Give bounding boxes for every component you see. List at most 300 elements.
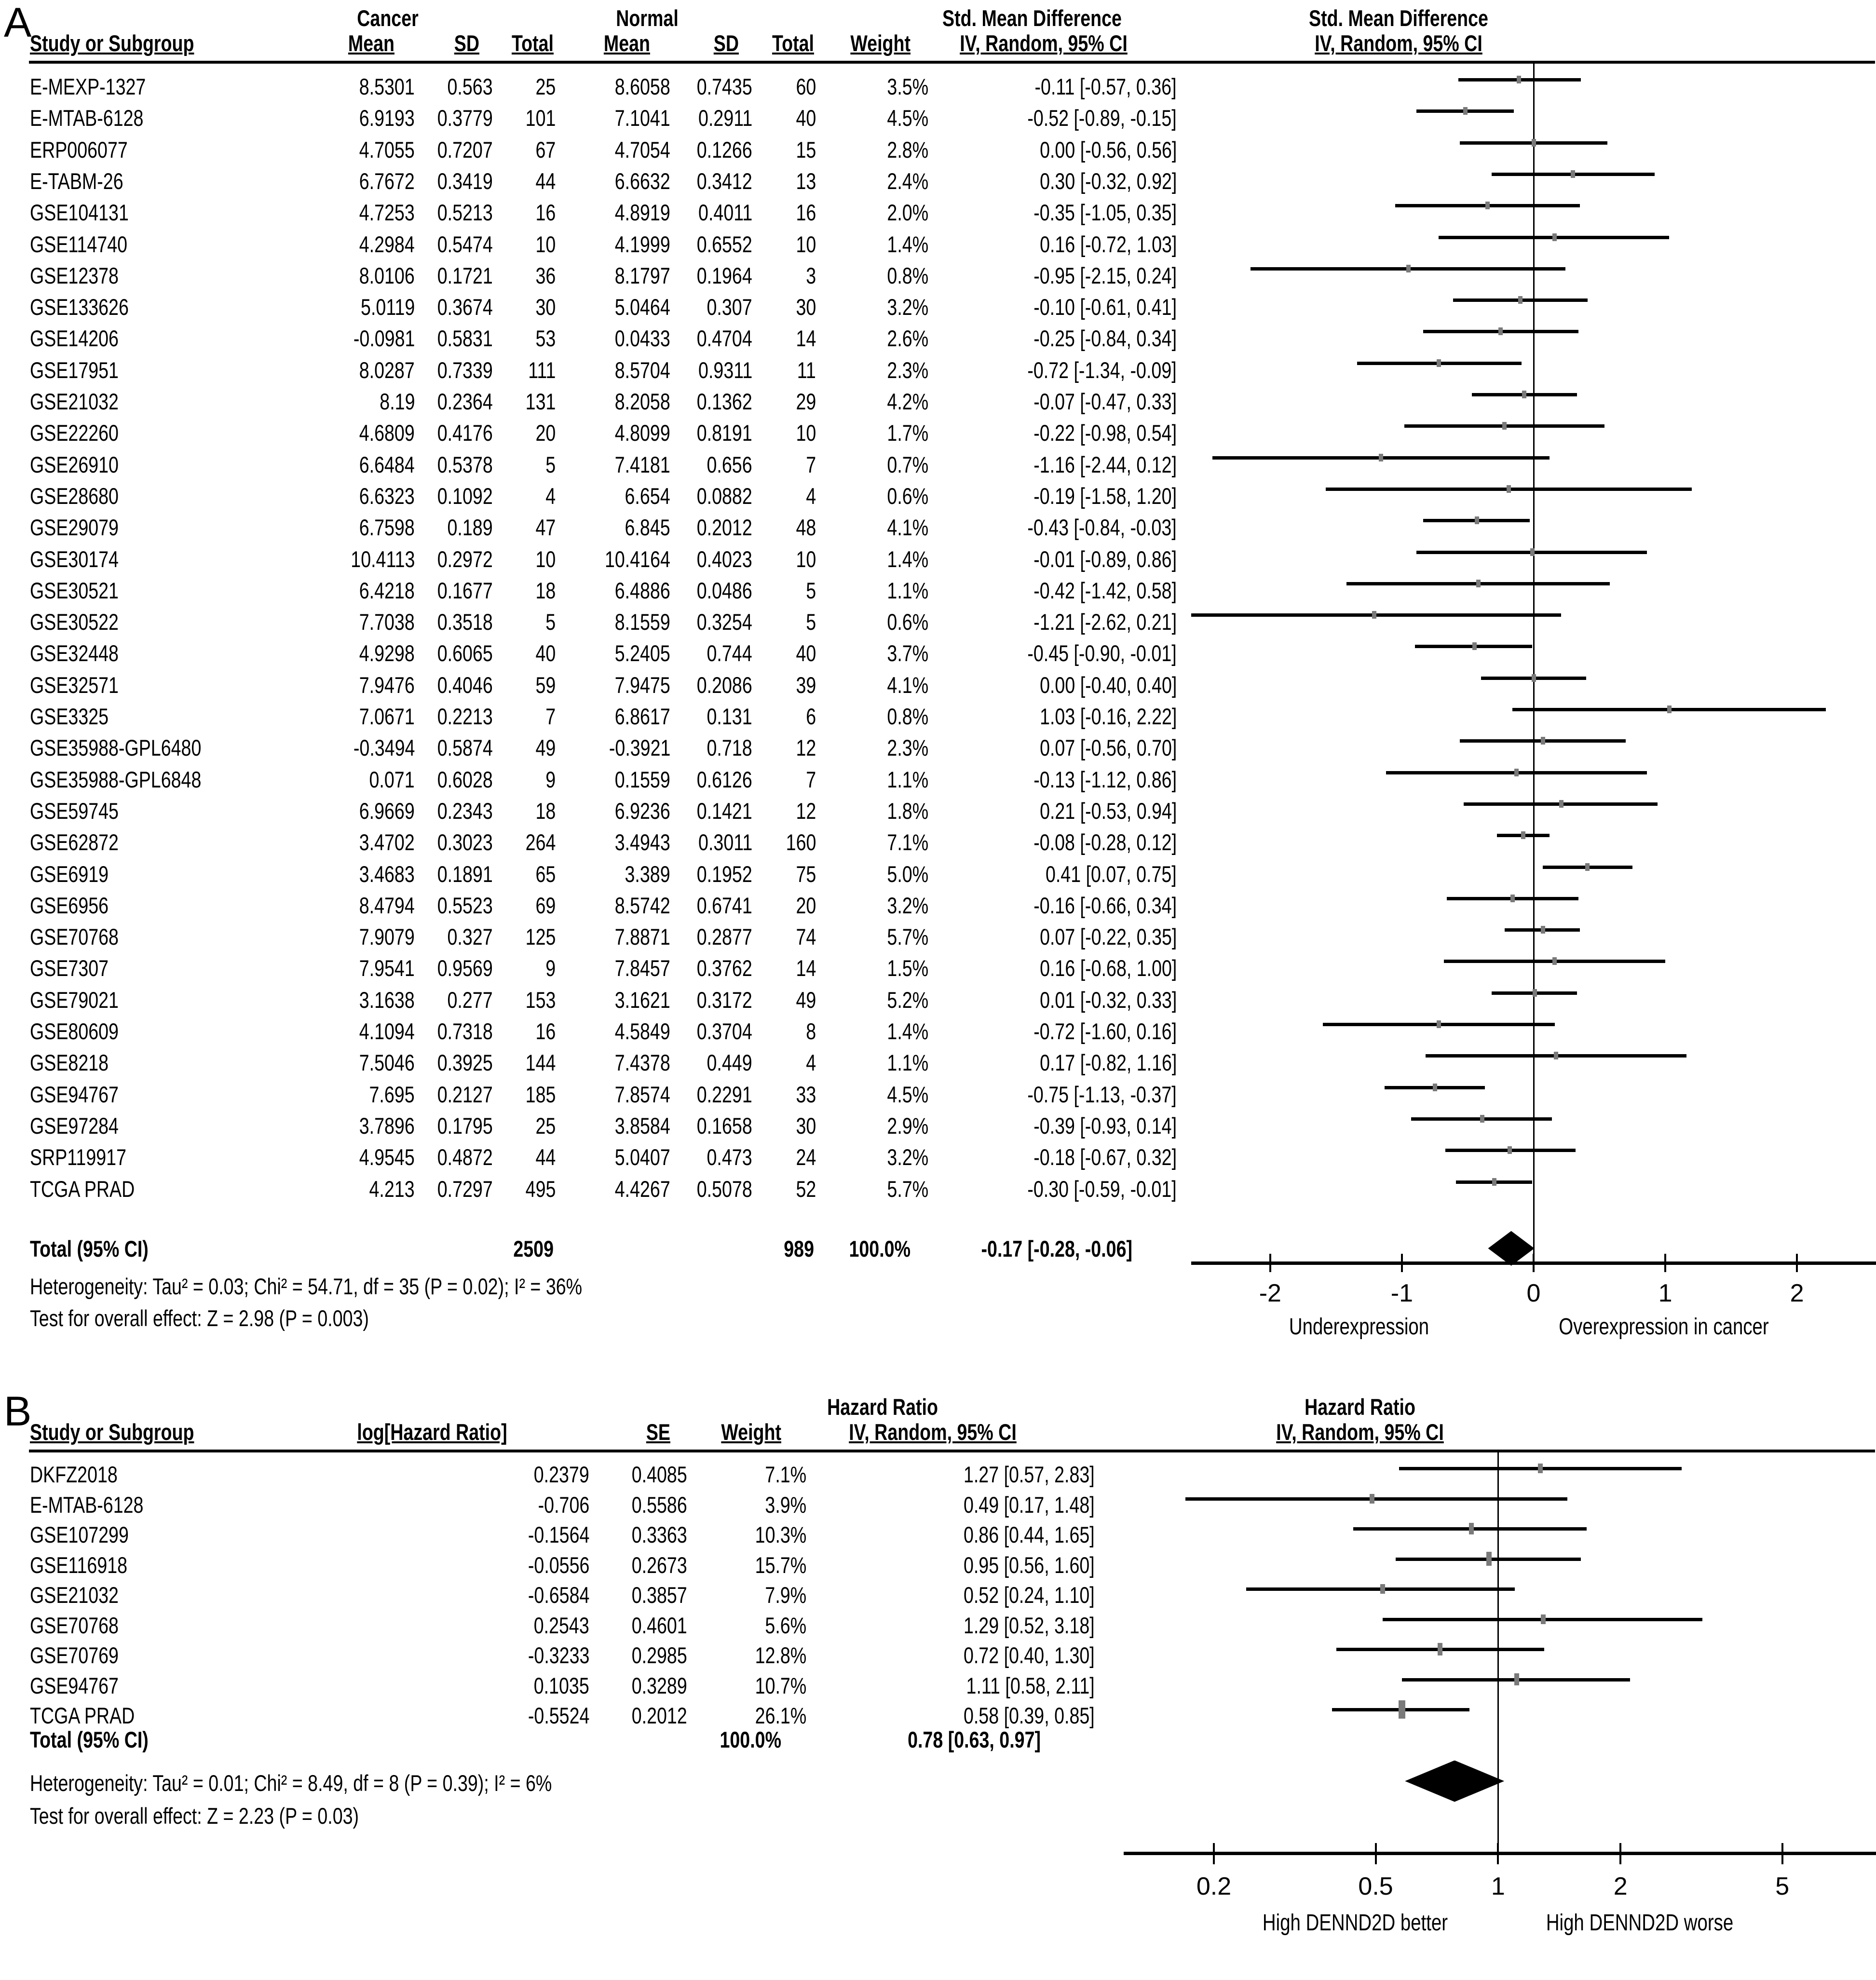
cell-normal-mean: 8.1797 bbox=[614, 262, 670, 288]
cell-cancer-sd: 0.9569 bbox=[437, 955, 493, 981]
table-row-study: GSE59745 bbox=[30, 798, 119, 824]
cell-ci: 0.41 [0.07, 0.75] bbox=[1046, 861, 1177, 887]
cell-normal-sd: 0.1421 bbox=[696, 798, 752, 824]
cell-ci: 0.17 [-0.82, 1.16] bbox=[1039, 1050, 1177, 1076]
cell-weight: 26.1% bbox=[755, 1703, 806, 1728]
cell-weight: 2.0% bbox=[887, 200, 928, 226]
panel-a-col-cancer-sd: SD bbox=[454, 30, 479, 56]
cell-cancer-mean: 8.4794 bbox=[359, 892, 415, 918]
cell-normal-mean: 4.5849 bbox=[614, 1018, 670, 1044]
cell-normal-mean: 6.8617 bbox=[614, 704, 670, 729]
axis-tick bbox=[1796, 1254, 1798, 1272]
effect-marker bbox=[1485, 202, 1490, 209]
cell-cancer-sd: 0.6028 bbox=[437, 766, 493, 792]
cell-weight: 3.2% bbox=[887, 1144, 928, 1170]
cell-normal-sd: 0.3412 bbox=[696, 168, 752, 194]
cell-weight: 5.7% bbox=[887, 924, 928, 950]
cell-cancer-mean: 8.0106 bbox=[359, 262, 415, 288]
cell-ci: 0.00 [-0.40, 0.40] bbox=[1039, 672, 1177, 698]
cell-weight: 4.5% bbox=[887, 105, 928, 131]
effect-marker bbox=[1492, 1178, 1496, 1186]
cell-cancer-total: 144 bbox=[525, 1050, 556, 1076]
axis-tick-label: 2 bbox=[1613, 1872, 1628, 1900]
cell-cancer-mean: 4.7055 bbox=[359, 136, 415, 163]
cell-weight: 1.4% bbox=[887, 546, 928, 572]
cell-normal-total: 14 bbox=[796, 955, 816, 981]
table-row-study: GSE70769 bbox=[30, 1642, 119, 1668]
panel-a-col-ci: IV, Random, 95% CI bbox=[960, 30, 1128, 56]
cell-se: 0.3289 bbox=[631, 1672, 687, 1698]
cell-ci: -0.75 [-1.13, -0.37] bbox=[1027, 1081, 1177, 1107]
cell-weight: 3.2% bbox=[887, 892, 928, 918]
cell-weight: 0.6% bbox=[887, 483, 928, 509]
cell-normal-total: 52 bbox=[796, 1176, 816, 1202]
cell-normal-total: 33 bbox=[796, 1081, 816, 1107]
cell-cancer-total: 18 bbox=[535, 577, 556, 603]
table-row-study: GSE80609 bbox=[30, 1018, 119, 1044]
axis-tick-label: 1 bbox=[1658, 1279, 1672, 1307]
table-row-study: GSE28680 bbox=[30, 483, 119, 509]
cell-normal-total: 4 bbox=[806, 1050, 816, 1076]
cell-weight: 7.1% bbox=[765, 1462, 806, 1487]
effect-marker bbox=[1541, 737, 1545, 745]
cell-ci: -0.10 [-0.61, 0.41] bbox=[1033, 294, 1177, 320]
cell-cancer-total: 153 bbox=[525, 987, 556, 1013]
effect-marker bbox=[1514, 769, 1519, 776]
table-row-study: GSE17951 bbox=[30, 357, 119, 383]
cell-normal-total: 40 bbox=[796, 105, 816, 131]
cell-normal-mean: 4.1999 bbox=[614, 231, 670, 257]
panel-a-group-header-normal: Normal bbox=[616, 5, 679, 31]
table-row-study: GSE94767 bbox=[30, 1672, 119, 1698]
panel-a-total-normal-n: 989 bbox=[784, 1236, 814, 1261]
cell-weight: 3.5% bbox=[887, 74, 928, 99]
cell-ci: -0.72 [-1.34, -0.09] bbox=[1027, 357, 1177, 383]
cell-normal-mean: 7.8574 bbox=[614, 1081, 670, 1107]
panel-b-total-label: Total (95% CI) bbox=[30, 1727, 149, 1752]
cell-normal-total: 10 bbox=[796, 231, 816, 257]
cell-normal-sd: 0.307 bbox=[707, 294, 752, 320]
panel-b-plot-col-ci: IV, Random, 95% CI bbox=[1276, 1419, 1444, 1445]
panel-a-col-study: Study or Subgroup bbox=[30, 30, 194, 56]
cell-cancer-mean: 6.6323 bbox=[359, 483, 415, 509]
effect-marker bbox=[1469, 1523, 1474, 1534]
cell-ci: -0.39 [-0.93, 0.14] bbox=[1033, 1112, 1177, 1139]
cell-cancer-sd: 0.1891 bbox=[437, 861, 493, 887]
cell-normal-sd: 0.1266 bbox=[696, 136, 752, 163]
table-row-study: E-TABM-26 bbox=[30, 168, 123, 194]
cell-normal-total: 39 bbox=[796, 672, 816, 698]
cell-normal-mean: 4.4267 bbox=[614, 1176, 670, 1202]
cell-weight: 0.7% bbox=[887, 451, 928, 477]
table-row-study: TCGA PRAD bbox=[30, 1176, 135, 1202]
cell-ci: -0.18 [-0.67, 0.32] bbox=[1033, 1144, 1177, 1170]
cell-ci: -1.16 [-2.44, 0.12] bbox=[1033, 451, 1177, 477]
cell-normal-mean: 3.8584 bbox=[614, 1112, 670, 1139]
axis-tick-label: -1 bbox=[1390, 1279, 1414, 1307]
cell-normal-sd: 0.1658 bbox=[696, 1112, 752, 1139]
cell-cancer-sd: 0.2343 bbox=[437, 798, 493, 824]
table-row-study: GSE32448 bbox=[30, 640, 119, 666]
panel-a-col-weight: Weight bbox=[850, 30, 911, 56]
panel-b-pooled-diamond bbox=[1405, 1761, 1504, 1802]
cell-normal-sd: 0.2911 bbox=[698, 105, 752, 131]
cell-cancer-sd: 0.6065 bbox=[437, 640, 493, 666]
table-row-study: ERP006077 bbox=[30, 136, 128, 163]
cell-ci: -0.01 [-0.89, 0.86] bbox=[1033, 546, 1177, 572]
axis-tick bbox=[1533, 1254, 1535, 1272]
panel-a-right-annotation: Overexpression in cancer bbox=[1559, 1314, 1769, 1340]
cell-normal-mean: 7.4181 bbox=[614, 451, 670, 477]
cell-normal-total: 30 bbox=[796, 294, 816, 320]
cell-normal-mean: 4.8099 bbox=[614, 420, 670, 446]
table-row-study: GSE3325 bbox=[30, 704, 109, 729]
cell-cancer-mean: 7.695 bbox=[369, 1081, 415, 1107]
cell-ci: 0.07 [-0.22, 0.35] bbox=[1039, 924, 1177, 950]
cell-normal-mean: 7.8457 bbox=[614, 955, 670, 981]
axis-tick bbox=[1269, 1254, 1271, 1272]
cell-normal-total: 3 bbox=[806, 262, 816, 288]
panel-b-letter: B bbox=[4, 1388, 32, 1435]
cell-weight: 12.8% bbox=[755, 1642, 806, 1668]
cell-ci: 1.11 [0.58, 2.11] bbox=[966, 1672, 1095, 1698]
cell-weight: 2.3% bbox=[887, 735, 928, 761]
panel-b-total-weight: 100.0% bbox=[720, 1727, 781, 1752]
cell-normal-mean: 3.1621 bbox=[614, 987, 670, 1013]
cell-cancer-sd: 0.3419 bbox=[437, 168, 493, 194]
effect-marker bbox=[1514, 1673, 1519, 1685]
cell-normal-total: 12 bbox=[796, 798, 816, 824]
cell-cancer-mean: 0.071 bbox=[369, 766, 415, 792]
cell-normal-sd: 0.8191 bbox=[696, 420, 752, 446]
cell-normal-sd: 0.2012 bbox=[696, 515, 752, 541]
cell-weight: 3.9% bbox=[765, 1492, 806, 1518]
cell-cancer-total: 36 bbox=[535, 262, 556, 288]
effect-marker bbox=[1463, 107, 1468, 115]
cell-ci: -0.95 [-2.15, 0.24] bbox=[1033, 262, 1177, 288]
cell-cancer-sd: 0.2972 bbox=[437, 546, 493, 572]
axis-tick bbox=[1375, 1843, 1377, 1864]
effect-marker bbox=[1472, 642, 1477, 650]
cell-cancer-mean: 6.7672 bbox=[359, 168, 415, 194]
table-row-study: GSE35988-GPL6480 bbox=[30, 735, 202, 761]
cell-ci: 1.27 [0.57, 2.83] bbox=[964, 1462, 1095, 1487]
cell-loghr: -0.5524 bbox=[528, 1703, 589, 1728]
cell-cancer-mean: 6.4218 bbox=[359, 577, 415, 603]
cell-ci: -0.07 [-0.47, 0.33] bbox=[1033, 389, 1177, 414]
cell-cancer-sd: 0.189 bbox=[447, 515, 493, 541]
cell-normal-sd: 0.6126 bbox=[696, 766, 752, 792]
cell-normal-mean: 6.654 bbox=[625, 483, 670, 509]
cell-se: 0.4601 bbox=[631, 1612, 687, 1638]
effect-marker bbox=[1559, 800, 1563, 808]
panel-b-group-header-hr: Hazard Ratio bbox=[827, 1394, 938, 1420]
panel-a-null-line bbox=[1533, 63, 1535, 1254]
cell-normal-total: 15 bbox=[796, 136, 816, 163]
cell-loghr: -0.3233 bbox=[528, 1642, 589, 1668]
effect-marker bbox=[1521, 831, 1525, 839]
cell-cancer-mean: 6.9669 bbox=[359, 798, 415, 824]
cell-cancer-total: 69 bbox=[535, 892, 556, 918]
panel-a-total-label: Total (95% CI) bbox=[30, 1236, 149, 1261]
cell-cancer-mean: 3.4702 bbox=[359, 829, 415, 855]
cell-weight: 4.5% bbox=[887, 1081, 928, 1107]
cell-normal-sd: 0.3704 bbox=[696, 1018, 752, 1044]
axis-tick bbox=[1619, 1843, 1621, 1864]
cell-ci: -0.11 [-0.57, 0.36] bbox=[1034, 74, 1177, 99]
cell-normal-mean: 8.1559 bbox=[614, 609, 670, 635]
cell-ci: 0.00 [-0.56, 0.56] bbox=[1039, 136, 1177, 163]
panel-b-overall-effect: Test for overall effect: Z = 2.23 (P = 0.03) bbox=[30, 1803, 359, 1829]
cell-weight: 2.3% bbox=[887, 357, 928, 383]
cell-cancer-mean: 8.5301 bbox=[359, 74, 415, 99]
cell-normal-sd: 0.6552 bbox=[696, 231, 752, 257]
effect-marker bbox=[1507, 485, 1511, 493]
table-row-study: GSE116918 bbox=[30, 1552, 128, 1578]
cell-cancer-sd: 0.1092 bbox=[437, 483, 493, 509]
cell-normal-total: 13 bbox=[796, 168, 816, 194]
panel-b bbox=[0, 1389, 1876, 1980]
table-row-study: GSE107299 bbox=[30, 1522, 129, 1547]
table-row-study: GSE6919 bbox=[30, 861, 109, 887]
cell-cancer-sd: 0.7318 bbox=[437, 1018, 493, 1044]
cell-cancer-mean: 7.5046 bbox=[359, 1050, 415, 1076]
cell-cancer-mean: 4.2984 bbox=[359, 231, 415, 257]
cell-weight: 0.8% bbox=[887, 262, 928, 288]
cell-cancer-mean: 4.9545 bbox=[359, 1144, 415, 1170]
cell-weight: 5.0% bbox=[887, 861, 928, 887]
panel-a-col-normal-mean: Mean bbox=[603, 30, 650, 56]
cell-weight: 1.1% bbox=[887, 577, 928, 603]
panel-b-col-loghr: log[Hazard Ratio] bbox=[357, 1419, 507, 1445]
cell-normal-mean: 5.0407 bbox=[614, 1144, 670, 1170]
cell-cancer-sd: 0.2213 bbox=[437, 704, 493, 729]
cell-cancer-total: 65 bbox=[535, 861, 556, 887]
cell-cancer-sd: 0.5213 bbox=[437, 200, 493, 226]
cell-normal-sd: 0.7435 bbox=[696, 74, 752, 99]
cell-weight: 1.1% bbox=[887, 1050, 928, 1076]
cell-cancer-mean: 10.4113 bbox=[350, 546, 415, 572]
panel-a-letter: A bbox=[4, 0, 32, 46]
cell-normal-sd: 0.0486 bbox=[696, 577, 752, 603]
cell-loghr: -0.6584 bbox=[528, 1582, 589, 1608]
cell-normal-mean: 3.389 bbox=[625, 861, 670, 887]
cell-normal-total: 40 bbox=[796, 640, 816, 666]
cell-ci: 0.49 [0.17, 1.48] bbox=[964, 1492, 1095, 1518]
cell-weight: 2.4% bbox=[887, 168, 928, 194]
panel-b-null-line bbox=[1497, 1451, 1499, 1852]
cell-weight: 0.6% bbox=[887, 609, 928, 635]
cell-normal-sd: 0.9311 bbox=[698, 357, 752, 383]
table-row-study: TCGA PRAD bbox=[30, 1703, 135, 1728]
table-row-study: GSE79021 bbox=[30, 987, 119, 1013]
cell-ci: 0.30 [-0.32, 0.92] bbox=[1039, 168, 1177, 194]
cell-cancer-mean: 3.7896 bbox=[359, 1112, 415, 1139]
table-row-study: DKFZ2018 bbox=[30, 1462, 118, 1487]
cell-cancer-sd: 0.5378 bbox=[437, 451, 493, 477]
cell-cancer-sd: 0.277 bbox=[447, 987, 493, 1013]
cell-weight: 1.4% bbox=[887, 1018, 928, 1044]
cell-cancer-mean: 4.7253 bbox=[359, 200, 415, 226]
cell-cancer-mean: 4.213 bbox=[369, 1176, 415, 1202]
cell-cancer-sd: 0.7297 bbox=[437, 1176, 493, 1202]
cell-cancer-total: 18 bbox=[535, 798, 556, 824]
cell-weight: 1.1% bbox=[887, 766, 928, 792]
cell-normal-mean: 7.4378 bbox=[614, 1050, 670, 1076]
cell-normal-mean: 6.9236 bbox=[614, 798, 670, 824]
table-row-study: GSE62872 bbox=[30, 829, 119, 855]
panel-b-col-study: Study or Subgroup bbox=[30, 1419, 194, 1445]
effect-marker bbox=[1532, 674, 1536, 682]
cell-weight: 2.9% bbox=[887, 1112, 928, 1139]
cell-se: 0.2673 bbox=[631, 1552, 687, 1578]
cell-loghr: -0.706 bbox=[538, 1492, 589, 1518]
cell-cancer-total: 9 bbox=[545, 955, 556, 981]
cell-cancer-total: 25 bbox=[535, 74, 556, 99]
cell-weight: 3.2% bbox=[887, 294, 928, 320]
panel-a-total-cancer-n: 2509 bbox=[513, 1236, 554, 1261]
cell-cancer-mean: 3.1638 bbox=[359, 987, 415, 1013]
cell-normal-total: 7 bbox=[806, 451, 816, 477]
cell-se: 0.5586 bbox=[631, 1492, 687, 1518]
cell-ci: -0.30 [-0.59, -0.01] bbox=[1027, 1176, 1177, 1202]
cell-loghr: 0.2543 bbox=[533, 1612, 589, 1638]
cell-weight: 5.6% bbox=[765, 1612, 806, 1638]
effect-marker bbox=[1498, 327, 1503, 335]
cell-ci: -0.45 [-0.90, -0.01] bbox=[1027, 640, 1177, 666]
cell-cancer-mean: 7.9541 bbox=[359, 955, 415, 981]
cell-normal-mean: 4.7054 bbox=[614, 136, 670, 163]
effect-marker bbox=[1380, 1584, 1385, 1594]
effect-marker bbox=[1370, 1494, 1374, 1504]
panel-a-plot-header-smd: Std. Mean Difference bbox=[1309, 5, 1488, 31]
cell-cancer-sd: 0.5523 bbox=[437, 892, 493, 918]
panel-a-pooled-diamond bbox=[1488, 1231, 1535, 1266]
cell-normal-total: 20 bbox=[796, 892, 816, 918]
cell-ci: 0.52 [0.24, 1.10] bbox=[964, 1582, 1095, 1608]
cell-normal-sd: 0.3011 bbox=[698, 829, 752, 855]
effect-marker bbox=[1433, 1084, 1437, 1091]
cell-cancer-mean: -0.0981 bbox=[353, 325, 415, 352]
panel-a-overall-effect: Test for overall effect: Z = 2.98 (P = 0.003) bbox=[30, 1305, 369, 1331]
cell-ci: -0.16 [-0.66, 0.34] bbox=[1033, 892, 1177, 918]
axis-tick bbox=[1781, 1843, 1783, 1864]
cell-ci: -0.22 [-0.98, 0.54] bbox=[1033, 420, 1177, 446]
cell-normal-sd: 0.1964 bbox=[696, 262, 752, 288]
effect-marker bbox=[1667, 705, 1672, 713]
cell-ci: -0.08 [-0.28, 0.12] bbox=[1033, 829, 1177, 855]
panel-a-col-normal-total: Total bbox=[772, 30, 814, 56]
table-row-study: E-MTAB-6128 bbox=[30, 1492, 144, 1518]
cell-normal-sd: 0.449 bbox=[707, 1050, 752, 1076]
panel-a-group-header-cancer: Cancer bbox=[357, 5, 419, 31]
panel-a-heterogeneity: Heterogeneity: Tau² = 0.03; Chi² = 54.71, df = 35 (P = 0.02); I² = 36% bbox=[30, 1274, 583, 1299]
cell-normal-sd: 0.4011 bbox=[698, 200, 752, 226]
effect-marker bbox=[1585, 863, 1590, 871]
table-row-study: GSE35988-GPL6848 bbox=[30, 766, 202, 792]
cell-normal-mean: 6.6632 bbox=[614, 168, 670, 194]
cell-normal-mean: 0.1559 bbox=[614, 766, 670, 792]
cell-normal-total: 4 bbox=[806, 483, 816, 509]
cell-cancer-sd: 0.1721 bbox=[437, 262, 493, 288]
cell-cancer-sd: 0.327 bbox=[447, 924, 493, 950]
cell-ci: -0.13 [-1.12, 0.86] bbox=[1033, 766, 1177, 792]
cell-cancer-total: 47 bbox=[535, 515, 556, 541]
cell-ci: -0.25 [-0.84, 0.34] bbox=[1033, 325, 1177, 352]
cell-cancer-sd: 0.1795 bbox=[437, 1112, 493, 1139]
effect-marker bbox=[1437, 359, 1441, 367]
effect-marker bbox=[1502, 422, 1507, 430]
axis-tick-label: 1 bbox=[1491, 1872, 1505, 1900]
panel-a-col-cancer-mean: Mean bbox=[348, 30, 394, 56]
panel-b-right-annotation: High DENND2D worse bbox=[1546, 1910, 1734, 1936]
table-row-study: GSE14206 bbox=[30, 325, 119, 352]
cell-cancer-total: 495 bbox=[525, 1176, 556, 1202]
cell-cancer-sd: 0.3674 bbox=[437, 294, 493, 320]
cell-cancer-sd: 0.7339 bbox=[437, 357, 493, 383]
effect-marker bbox=[1475, 516, 1479, 524]
table-row-study: GSE21032 bbox=[30, 1582, 119, 1608]
cell-cancer-sd: 0.3779 bbox=[437, 105, 493, 131]
cell-cancer-sd: 0.2364 bbox=[437, 389, 493, 414]
cell-weight: 1.4% bbox=[887, 231, 928, 257]
effect-marker bbox=[1379, 454, 1383, 461]
cell-cancer-mean: 4.1094 bbox=[359, 1018, 415, 1044]
effect-marker bbox=[1517, 76, 1521, 83]
cell-weight: 2.6% bbox=[887, 325, 928, 352]
panel-b-axis-line bbox=[1124, 1852, 1876, 1855]
cell-normal-mean: 6.4886 bbox=[614, 577, 670, 603]
table-row-study: GSE133626 bbox=[30, 294, 129, 320]
cell-weight: 10.7% bbox=[755, 1672, 806, 1698]
axis-tick-label: 0 bbox=[1526, 1279, 1541, 1307]
axis-tick-label: 0.5 bbox=[1358, 1872, 1393, 1900]
table-row-study: GSE114740 bbox=[30, 231, 128, 257]
axis-tick-label: -2 bbox=[1259, 1279, 1281, 1307]
panel-b-col-ci: IV, Random, 95% CI bbox=[849, 1419, 1017, 1445]
cell-cancer-mean: 7.7038 bbox=[359, 609, 415, 635]
cell-cancer-total: 30 bbox=[535, 294, 556, 320]
axis-tick bbox=[1664, 1254, 1666, 1272]
cell-normal-sd: 0.3762 bbox=[696, 955, 752, 981]
cell-normal-sd: 0.3172 bbox=[696, 987, 752, 1013]
cell-normal-sd: 0.1362 bbox=[696, 389, 752, 414]
panel-a-group-header-smd: Std. Mean Difference bbox=[942, 5, 1122, 31]
cell-cancer-total: 16 bbox=[535, 200, 556, 226]
panel-a-total-weight: 100.0% bbox=[849, 1236, 911, 1261]
cell-normal-sd: 0.4023 bbox=[696, 546, 752, 572]
effect-marker bbox=[1532, 139, 1536, 147]
cell-cancer-total: 49 bbox=[535, 735, 556, 761]
cell-cancer-total: 264 bbox=[525, 829, 556, 855]
table-row-study: GSE12378 bbox=[30, 262, 119, 288]
cell-normal-mean: 7.8871 bbox=[614, 924, 670, 950]
table-row-study: GSE97284 bbox=[30, 1112, 119, 1139]
cell-ci: 0.16 [-0.68, 1.00] bbox=[1039, 955, 1177, 981]
effect-marker bbox=[1541, 926, 1545, 934]
axis-tick-label: 5 bbox=[1775, 1872, 1790, 1900]
table-row-study: GSE30522 bbox=[30, 609, 119, 635]
cell-normal-mean: 8.6058 bbox=[614, 74, 670, 99]
cell-normal-mean: 4.8919 bbox=[614, 200, 670, 226]
cell-cancer-sd: 0.4046 bbox=[437, 672, 493, 698]
cell-normal-total: 75 bbox=[796, 861, 816, 887]
cell-normal-mean: 10.4164 bbox=[605, 546, 670, 572]
cell-cancer-sd: 0.4176 bbox=[437, 420, 493, 446]
cell-normal-total: 24 bbox=[796, 1144, 816, 1170]
table-row-study: GSE70768 bbox=[30, 924, 119, 950]
effect-marker bbox=[1476, 580, 1481, 587]
